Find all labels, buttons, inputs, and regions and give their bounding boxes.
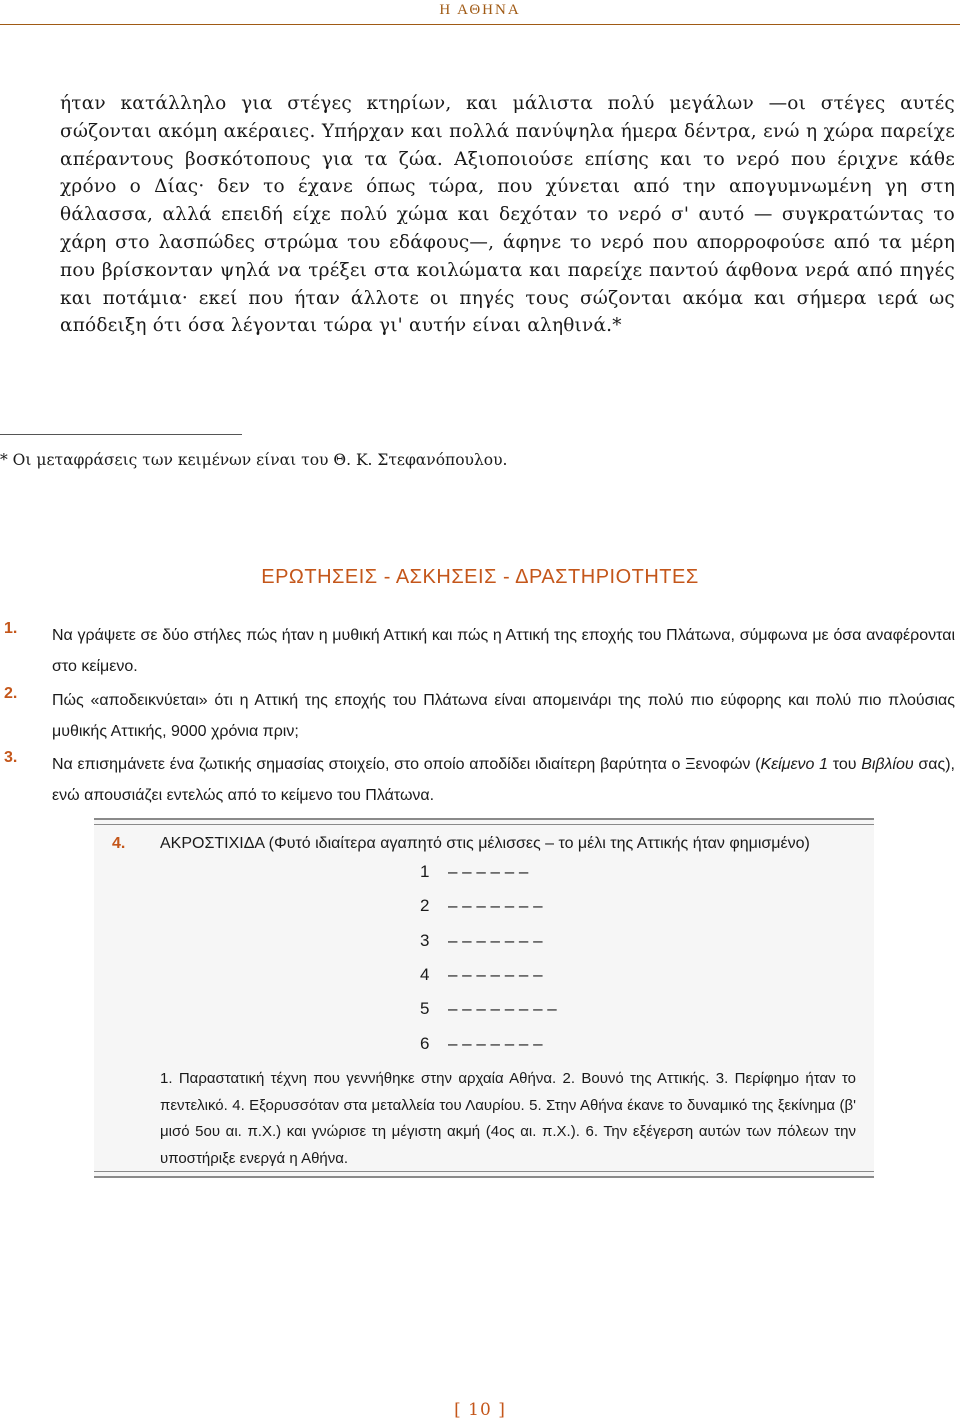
- box-rule: [94, 824, 874, 825]
- question-text: Πώς «αποδεικνύεται» ότι η Αττική της εποχής του Πλάτωνα είναι απομεινάρι της πολύ πιο εύφορης και πολύ πιο πλούσιας μυθικής Αττικής, 9000 χρόνια πριν;: [52, 692, 955, 740]
- acrostic-row-number: 6: [420, 1034, 430, 1053]
- page-number: [ 10 ]: [454, 1400, 506, 1420]
- acrostic-blanks: – – – – – –: [448, 862, 529, 881]
- acrostic-row-number: 4: [420, 965, 430, 984]
- footnote-divider: [0, 434, 242, 435]
- question-text: Να γράψετε σε δύο στήλες πώς ήταν η μυθική Αττική και πώς η Αττική της εποχής του Πλάτωνα, σύμφωνα με όσα αναφέρονται στο κείμενο.: [52, 627, 955, 675]
- acrostic-row-number: 2: [420, 896, 430, 915]
- acrostic-row-number: 1: [420, 862, 430, 881]
- header-title: Η ΑΘΗΝΑ: [439, 2, 521, 18]
- acrostic-number: 4.: [112, 835, 126, 852]
- box-rule: [94, 1176, 874, 1178]
- acrostic-row-number: 5: [420, 999, 430, 1018]
- question-number: 2.: [4, 685, 18, 702]
- question-number: 3.: [4, 749, 18, 766]
- box-rule: [94, 818, 874, 820]
- question-text-italic: Κείμενο 1: [760, 756, 829, 773]
- section-title: ΕΡΩΤΗΣΕΙΣ - ΑΣΚΗΣΕΙΣ - ΔΡΑΣΤΗΡΙΟΤΗΤΕΣ: [261, 566, 699, 588]
- question-number: 1.: [4, 620, 18, 637]
- question-text-part: του: [828, 756, 862, 773]
- acrostic-blanks: – – – – – – –: [448, 896, 543, 915]
- acrostic-clues: 1. Παραστατική τέχνη που γεννήθηκε στην αρχαία Αθήνα. 2. Βουνό της Αττικής. 3. Περίφημο ήταν το πεντελικό. 4. Εξορυσσόταν στα μεταλλεία του Λαυρίου. 5. Στην Αθήνα έκανε το δυναμικό της ξεκίνημα (β' μισό 5ου αι. π.Χ.) και γνώρισε τη μέγιστη ακμή (4ος αι. π.Χ.). 6. Την εξέγερση αυτών των πόλεων την υποστήριξε ενεργά η Αθήνα.: [160, 1070, 856, 1167]
- question-text-italic: Βιβλίου: [861, 756, 914, 773]
- acrostic-title: ΑΚΡΟΣΤΙΧΙΔΑ (Φυτό ιδιαίτερα αγαπητό στις μέλισσες – το μέλι της Αττικής ήταν φημισμένο): [160, 835, 810, 852]
- acrostic-row-number: 3: [420, 931, 430, 950]
- acrostic-blanks: – – – – – – –: [448, 965, 543, 984]
- acrostic-blanks: – – – – – – –: [448, 1034, 543, 1053]
- passage-text: ήταν κατάλληλο για στέγες κτηρίων, και μάλιστα πολύ μεγάλων —οι στέγες αυτές σώζονται ακόμη ακέραιες. Υπήρχαν και πολλά πανύψηλα ήμερα δέντρα, ενώ η χώρα παρείχε απέραντους βοσκότοπους για τα ζώα. Αξιοποιούσε επίσης και το νερό που έριχνε κάθε χρόνο ο Δίας· δεν το έχανε όπως τώρα, που χύνεται από την απογυμνωμένη γη στη θάλασσα, αλλά επειδή είχε πολύ χώμα και δεχόταν το νερό σ' αυτό — συγκρατώντας το χάρη στο λασπώδες στρώμα του εδάφους—, άφηνε το νερό που απορροφούσε από τα μέρη που βρίσκονταν ψηλά να τρέξει στα κοιλώματα και παρείχε παντού άφθονα νερά από πηγές και ποτάμια· εκεί που ήταν άλλοτε οι πηγές τους σώζονται ακόμα και σήμερα ιερά ως απόδειξη ότι όσα λέγονται τώρα γι' αυτήν είναι αληθινά.*: [60, 93, 955, 337]
- acrostic-blanks: – – – – – – –: [448, 931, 543, 950]
- running-header: [0, 0, 960, 25]
- footnote: * Οι μεταφράσεις των κειμένων είναι του Θ. Κ. Στεφανόπουλου.: [0, 451, 508, 469]
- question-text-part: Να επισημάνετε ένα ζωτικής σημασίας στοιχείο, στο οποίο αποδίδει ιδιαίτερη βαρύτητα ο Ξενοφών (: [52, 756, 761, 773]
- acrostic-blanks: – – – – – – – –: [448, 999, 557, 1018]
- question-text: [52, 749, 955, 811]
- question-text-part: σας), ενώ απουσιάζει εντελώς από το κείμενο του Πλάτωνα.: [52, 756, 955, 804]
